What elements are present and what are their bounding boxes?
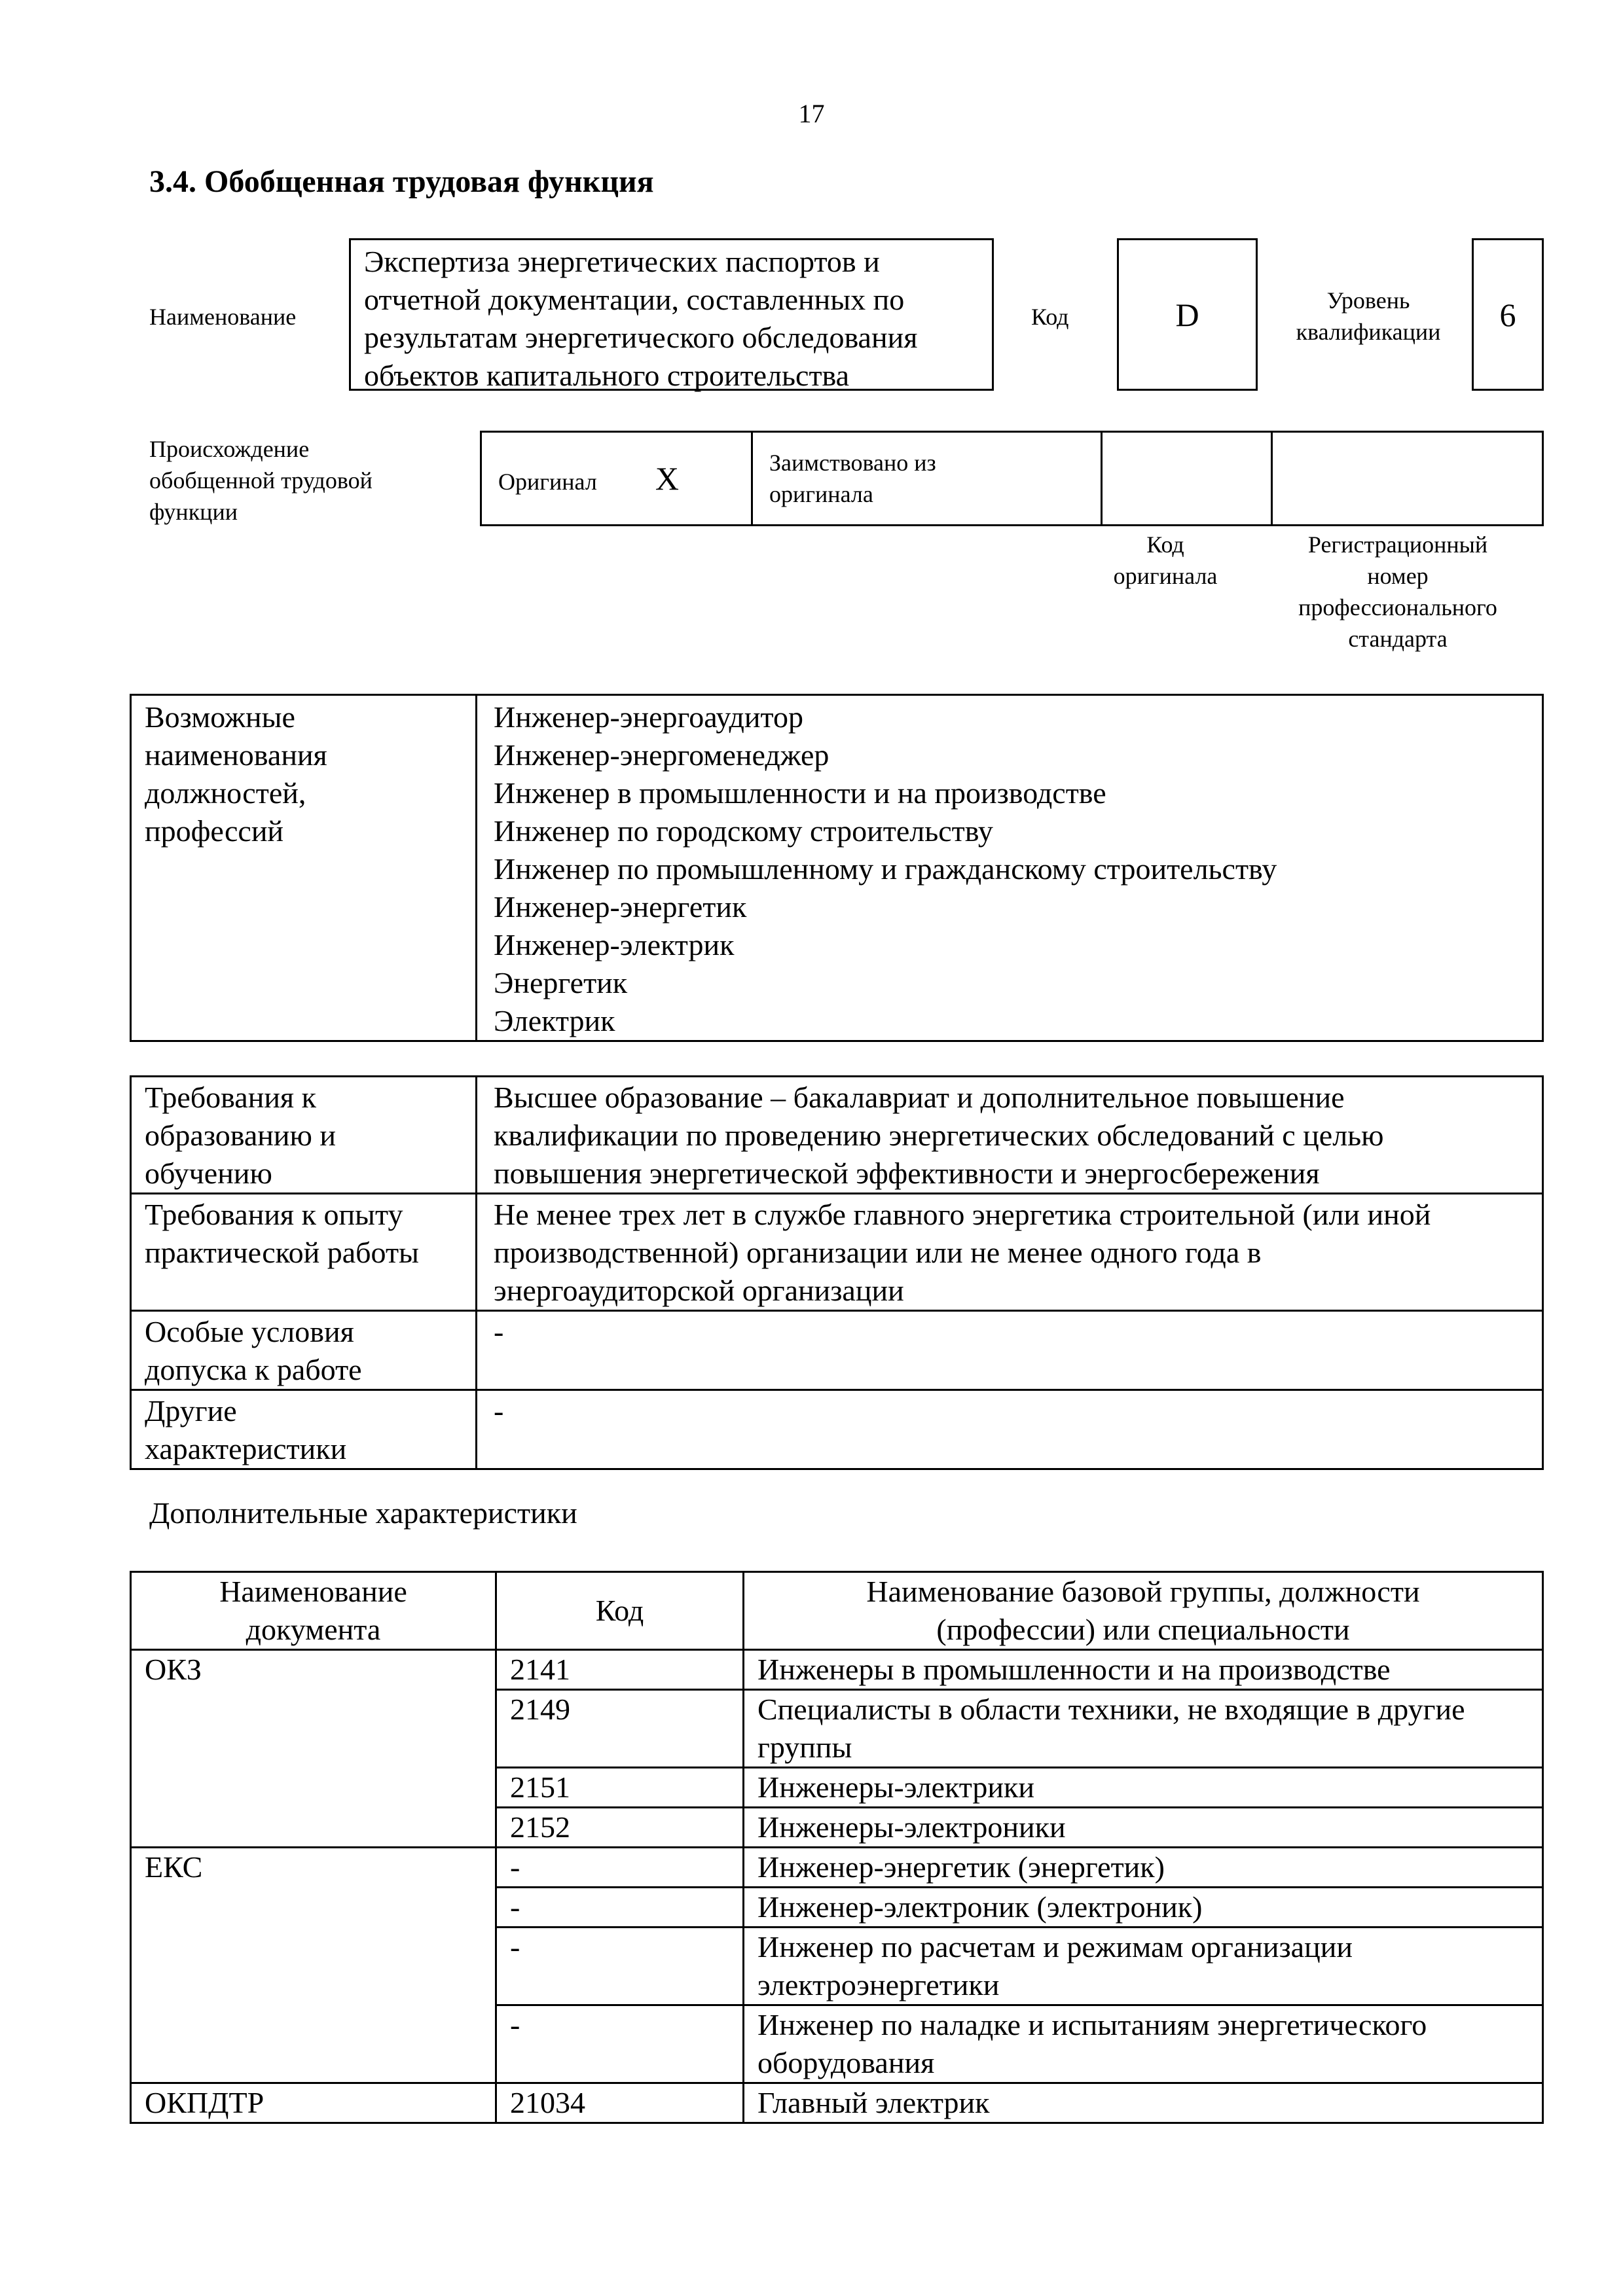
table-header-row	[131, 1572, 1543, 1650]
code-original-caption-line: оригинала	[1113, 563, 1218, 589]
qualification-level-label-line: квалификации	[1296, 319, 1441, 345]
page-number: 17	[798, 99, 825, 128]
table-row	[131, 1848, 1543, 1888]
group-name-line: электроэнергетики	[757, 1968, 1000, 2001]
requirement-label-line: Другие	[145, 1394, 237, 1427]
code-cell: 2152	[496, 1808, 744, 1848]
origin-borrowed-cell	[752, 432, 1102, 526]
group-name-line: Инженер-энергетик (энергетик)	[757, 1850, 1165, 1884]
code-cell: -	[496, 2005, 744, 2083]
requirement-label-line: практической работы	[145, 1236, 419, 1269]
name-label: Наименование	[149, 304, 297, 330]
code-label: Код	[1031, 304, 1069, 330]
header-group-name	[744, 1572, 1543, 1650]
doc-cell: ОКПДТР	[131, 2083, 496, 2123]
origin-original-label: Оригинал	[498, 469, 597, 495]
code-original-caption	[1080, 529, 1250, 592]
positions-label-line: наименования	[145, 738, 327, 772]
other-characteristics-value	[477, 1390, 1543, 1469]
group-name-line: оборудования	[757, 2046, 935, 2079]
code-value-box	[1117, 238, 1258, 391]
group-name-line: Инженеры-электроники	[757, 1810, 1066, 1844]
requirement-label-line: Особые условия	[145, 1315, 354, 1348]
requirement-label-line: образованию и	[145, 1119, 336, 1152]
code-cell: -	[496, 1928, 744, 2005]
header-document-line: документа	[246, 1613, 381, 1646]
qualification-level-box	[1472, 238, 1544, 391]
other-characteristics-label	[131, 1390, 477, 1469]
position-item: Инженер по городскому строительству	[494, 814, 993, 848]
group-name-line: Инженер по расчетам и режимам организации	[757, 1930, 1353, 1964]
requirement-label-line: характеристики	[145, 1432, 347, 1465]
position-item: Инженер-электрик	[494, 928, 735, 961]
position-item: Инженер в промышленности и на производстве	[494, 776, 1106, 810]
positions-label-line: профессий	[145, 814, 284, 848]
origin-label-line: функции	[149, 499, 238, 525]
group-name-cell	[744, 2083, 1543, 2123]
reg-number-caption-line: Регистрационный	[1307, 531, 1488, 558]
position-item: Энергетик	[494, 966, 628, 999]
header-group-name-line: (профессии) или специальности	[936, 1613, 1350, 1646]
origin-code-cell	[1102, 432, 1272, 526]
code-cell: -	[496, 1848, 744, 1888]
positions-list-cell	[477, 695, 1543, 1041]
requirement-value-line: -	[494, 1394, 504, 1427]
position-item: Инженер-энергоаудитор	[494, 700, 803, 734]
group-name-cell	[744, 1690, 1543, 1768]
group-name-line: Главный электрик	[757, 2086, 990, 2119]
group-name-cell	[744, 1848, 1543, 1888]
qualification-level-value: 6	[1499, 296, 1516, 333]
positions-label-line: должностей,	[145, 776, 306, 810]
reg-number-caption-line: номер	[1367, 563, 1429, 589]
requirement-label-line: Требования к	[145, 1081, 316, 1114]
additional-characteristics-table	[130, 1571, 1544, 2124]
admission-conditions-label	[131, 1311, 477, 1390]
requirement-value-line: квалификации по проведению энергетических обследований с целью	[494, 1119, 1384, 1152]
table-row	[131, 1390, 1543, 1469]
origin-label	[149, 433, 373, 528]
requirements-table	[130, 1075, 1544, 1470]
origin-label-line: обобщенной трудовой	[149, 467, 373, 493]
qualification-level-label	[1270, 285, 1467, 348]
reg-number-caption-line: профессионального	[1298, 594, 1497, 620]
origin-reg-number-cell	[1272, 432, 1543, 526]
group-name-cell	[744, 1768, 1543, 1808]
requirement-value-line: производственной) организации или не менее одного года в	[494, 1236, 1262, 1269]
position-item: Электрик	[494, 1004, 615, 1037]
requirement-value-line: энергоаудиторской организации	[494, 1274, 904, 1307]
code-value: D	[1175, 296, 1199, 333]
position-item: Инженер-энергетик	[494, 890, 747, 924]
reg-number-caption	[1260, 529, 1535, 655]
group-name-line: Инженер-электроник (электроник)	[757, 1890, 1203, 1924]
code-cell: 2149	[496, 1690, 744, 1768]
origin-borrowed-label-line: оригинала	[769, 481, 873, 507]
function-name-line: результатам энергетического обследования	[364, 321, 918, 354]
code-cell: 2151	[496, 1768, 744, 1808]
section-title: 3.4. Обобщенная трудовая функция	[149, 164, 654, 199]
code-cell: -	[496, 1888, 744, 1928]
header-code: Код	[496, 1572, 744, 1650]
origin-table	[480, 431, 1544, 526]
header-document	[131, 1572, 496, 1650]
group-name-line: Инженеры в промышленности и на производстве	[757, 1653, 1391, 1686]
doc-cell: ЕКС	[131, 1848, 496, 2083]
positions-table	[130, 694, 1544, 1042]
table-row	[131, 1650, 1543, 1690]
origin-original-mark: X	[655, 460, 679, 497]
requirement-value-line: Высшее образование – бакалавриат и дополнительное повышение	[494, 1081, 1345, 1114]
group-name-cell	[744, 1650, 1543, 1690]
code-original-caption-line: Код	[1146, 531, 1184, 558]
group-name-line: Инженеры-электрики	[757, 1770, 1034, 1804]
position-item: Инженер-энергоменеджер	[494, 738, 830, 772]
reg-number-caption-line: стандарта	[1348, 626, 1448, 652]
table-row	[131, 2083, 1543, 2123]
table-row	[131, 1077, 1543, 1194]
group-name-cell	[744, 1888, 1543, 1928]
education-requirements-label	[131, 1077, 477, 1194]
positions-label-cell	[131, 695, 477, 1041]
admission-conditions-value	[477, 1311, 1543, 1390]
requirement-value-line: Не менее трех лет в службе главного энергетика строительной (или иной	[494, 1198, 1431, 1231]
table-row	[131, 1194, 1543, 1311]
positions-label-line: Возможные	[145, 700, 295, 734]
requirement-label-line: обучению	[145, 1157, 272, 1190]
table-row	[131, 1311, 1543, 1390]
qualification-level-label-line: Уровень	[1326, 287, 1410, 314]
origin-label-line: Происхождение	[149, 436, 310, 462]
requirement-value-line: -	[494, 1315, 504, 1348]
function-name-line: Экспертиза энергетических паспортов и	[364, 245, 880, 278]
additional-characteristics-title: Дополнительные характеристики	[149, 1496, 577, 1530]
experience-requirements-label	[131, 1194, 477, 1311]
requirement-label-line: допуска к работе	[145, 1353, 362, 1386]
group-name-line: группы	[757, 1731, 852, 1764]
code-cell: 2141	[496, 1650, 744, 1690]
requirement-label-line: Требования к опыту	[145, 1198, 403, 1231]
origin-original-cell	[481, 432, 752, 526]
group-name-cell	[744, 2005, 1543, 2083]
function-name-line: отчетной документации, составленных по	[364, 283, 905, 316]
header-group-name-line: Наименование базовой группы, должности	[866, 1575, 1420, 1608]
experience-requirements-value	[477, 1194, 1543, 1311]
function-name-line: объектов капитального строительства	[364, 359, 850, 392]
group-name-cell	[744, 1808, 1543, 1848]
group-name-line: Специалисты в области техники, не входящие в другие	[757, 1693, 1465, 1726]
requirement-value-line: повышения энергетической эффективности и энергосбережения	[494, 1157, 1320, 1190]
header-document-line: Наименование	[219, 1575, 407, 1608]
function-name-box	[349, 238, 994, 391]
position-item: Инженер по промышленному и гражданскому строительству	[494, 852, 1277, 886]
doc-cell: ОКЗ	[131, 1650, 496, 1848]
origin-borrowed-label-line: Заимствовано из	[769, 450, 936, 476]
code-cell: 21034	[496, 2083, 744, 2123]
group-name-cell	[744, 1928, 1543, 2005]
education-requirements-value	[477, 1077, 1543, 1194]
group-name-line: Инженер по наладке и испытаниям энергетического	[757, 2008, 1427, 2041]
